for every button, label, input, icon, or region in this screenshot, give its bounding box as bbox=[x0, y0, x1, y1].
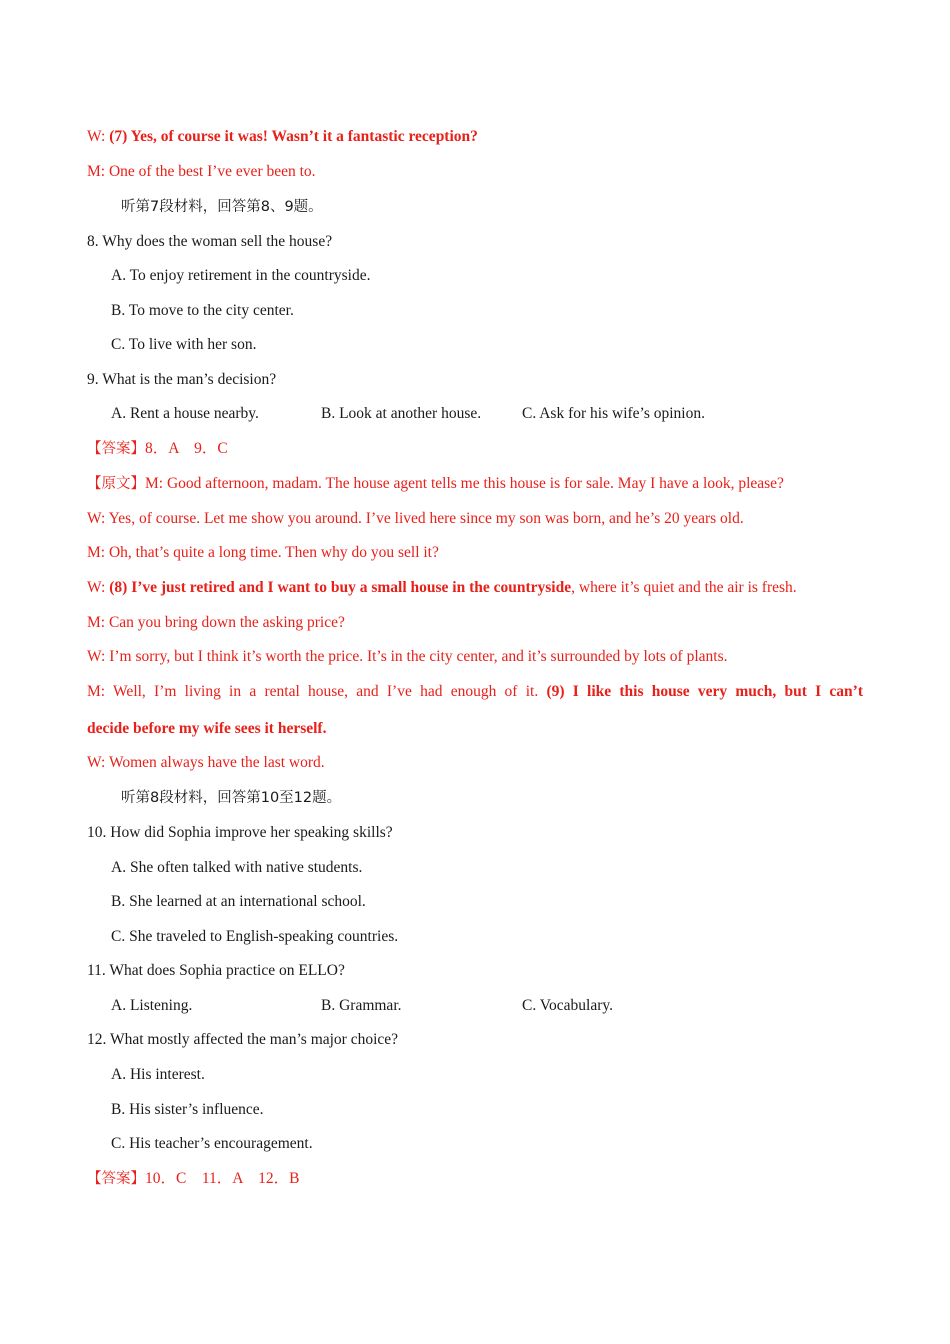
transcript-line-5: M: Can you bring down the asking price? bbox=[87, 614, 345, 631]
transcript-line-m: M: One of the best I’ve ever been to. bbox=[87, 163, 316, 180]
question-9-option-b: B. Look at another house. bbox=[321, 405, 482, 422]
answer-highlight-9: (9) I like this house very much, but I can’t bbox=[546, 683, 863, 700]
question-9-stem: 9. What is the man’s decision? bbox=[87, 371, 277, 388]
question-10-stem: 10. How did Sophia improve her speaking skills? bbox=[87, 824, 393, 841]
question-12-stem: 12. What mostly affected the man’s major choice? bbox=[87, 1031, 399, 1048]
question-9-option-c: C. Ask for his wife’s opinion. bbox=[522, 405, 705, 422]
question-8-option-b: B. To move to the city center. bbox=[111, 302, 294, 319]
transcript-line-3: M: Oh, that’s quite a long time. Then why do you sell it? bbox=[87, 544, 439, 561]
question-9-option-a: A. Rent a house nearby. bbox=[111, 405, 259, 422]
question-11-stem: 11. What does Sophia practice on ELLO? bbox=[87, 962, 345, 979]
transcript-line-9: W: Women always have the last word. bbox=[87, 754, 325, 771]
speaker-w: W: bbox=[87, 128, 110, 145]
answer-label: 【答案】 bbox=[87, 441, 145, 457]
question-10-option-c: C. She traveled to English-speaking countries. bbox=[111, 928, 399, 945]
question-8-stem: 8. Why does the woman sell the house? bbox=[87, 233, 333, 250]
transcript-line-w7 bbox=[87, 127, 478, 147]
question-8-option-c: C. To live with her son. bbox=[111, 336, 257, 353]
transcript-text: M: Well, I’m living in a rental house, and I’ve had enough of it. bbox=[87, 683, 547, 700]
transcript-label: 【原文】 bbox=[87, 476, 145, 492]
section-7-header: 听第7段材料，回答第8、9题。 bbox=[121, 199, 323, 215]
transcript-line-1 bbox=[87, 474, 784, 494]
transcript-line-8: decide before my wife sees it herself. bbox=[87, 720, 327, 737]
answer-text: 10．C 11．A 12．B bbox=[145, 1170, 300, 1187]
question-11-option-c: C. Vocabulary. bbox=[522, 997, 613, 1014]
section-8-header: 听第8段材料，回答第10至12题。 bbox=[121, 790, 342, 806]
question-11-option-b: B. Grammar. bbox=[321, 997, 402, 1014]
transcript-text: , where it’s quiet and the air is fresh. bbox=[571, 579, 797, 596]
speaker-w: W: bbox=[87, 579, 110, 596]
answer-text: 8．A 9．C bbox=[145, 440, 228, 457]
transcript-line-7 bbox=[87, 682, 863, 702]
question-10-option-a: A. She often talked with native students. bbox=[111, 859, 363, 876]
question-12-option-c: C. His teacher’s encouragement. bbox=[111, 1135, 313, 1152]
question-8-option-a: A. To enjoy retirement in the countryside. bbox=[111, 267, 371, 284]
answer-label: 【答案】 bbox=[87, 1171, 145, 1187]
answer-highlight-7: (7) Yes, of course it was! Wasn’t it a fantastic reception? bbox=[109, 128, 478, 145]
question-12-option-a: A. His interest. bbox=[111, 1066, 205, 1083]
answer-key-8 bbox=[87, 1169, 299, 1189]
answer-key-7 bbox=[87, 439, 228, 459]
transcript-line-2: W: Yes, of course. Let me show you around. I’ve lived here since my son was born, and he’s 20 years old. bbox=[87, 510, 744, 527]
question-11-option-a: A. Listening. bbox=[111, 997, 193, 1014]
answer-highlight-8: (8) I’ve just retired and I want to buy a small house in the countryside bbox=[109, 579, 572, 596]
transcript-line-6: W: I’m sorry, but I think it’s worth the price. It’s in the city center, and it’s surrounded by lots of plants. bbox=[87, 648, 728, 665]
transcript-line-4 bbox=[87, 578, 797, 598]
question-10-option-b: B. She learned at an international school. bbox=[111, 893, 366, 910]
question-12-option-b: B. His sister’s influence. bbox=[111, 1101, 264, 1118]
transcript-text: M: Good afternoon, madam. The house agent tells me this house is for sale. May I have a look, please? bbox=[145, 475, 784, 492]
